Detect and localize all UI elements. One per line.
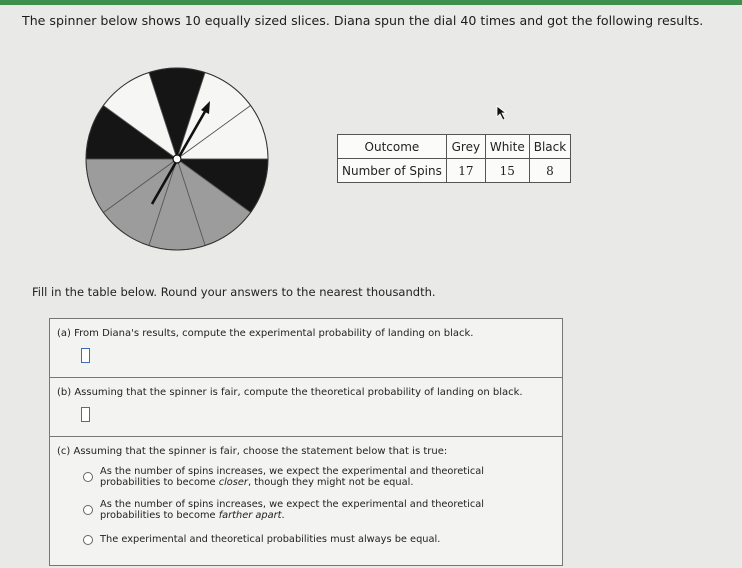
spinner-hub	[173, 155, 181, 163]
question-a-section	[50, 319, 562, 378]
option-farther-apart[interactable]	[83, 499, 484, 521]
white-count: 15	[485, 159, 529, 183]
black-count: 8	[529, 159, 570, 183]
question-c-text: (c) Assuming that the spinner is fair, choose the statement below that is true:	[57, 446, 448, 457]
option-farther-apart-label: As the number of spins increases, we expect the experimental and theoretical probabilities to become farther apart.	[100, 499, 484, 521]
question-c-section	[50, 437, 562, 565]
header-grey: Grey	[446, 135, 485, 159]
header-outcome: Outcome	[338, 135, 447, 159]
header-black: Black	[529, 135, 570, 159]
row-label: Number of Spins	[338, 159, 447, 183]
option-closer-label: As the number of spins increases, we expect the experimental and theoretical probabilities to become closer, though they might not be equal.	[100, 466, 484, 488]
grey-count: 17	[446, 159, 485, 183]
option-closer[interactable]	[83, 466, 484, 488]
header-white: White	[485, 135, 529, 159]
spin-results-table	[337, 134, 571, 183]
radio-button[interactable]	[83, 472, 93, 482]
question-a-text: (a) From Diana's results, compute the experimental probability of landing on black.	[57, 328, 474, 339]
top-accent-bar	[0, 0, 742, 5]
radio-button[interactable]	[83, 505, 93, 515]
option-always-equal[interactable]	[83, 534, 440, 545]
answer-a-input[interactable]	[81, 348, 90, 363]
question-b-section	[50, 378, 562, 437]
mouse-pointer-icon	[496, 105, 508, 121]
problem-statement: The spinner below shows 10 equally sized slices. Diana spun the dial 40 times and got the following results.	[22, 13, 704, 28]
radio-button[interactable]	[83, 535, 93, 545]
question-b-text: (b) Assuming that the spinner is fair, compute the theoretical probability of landing on black.	[57, 387, 523, 398]
answer-panel	[49, 318, 563, 566]
answer-b-input[interactable]	[81, 407, 90, 422]
instruction-text: Fill in the table below. Round your answers to the nearest thousandth.	[32, 285, 436, 299]
spinner-wheel	[80, 64, 274, 254]
table-row	[338, 159, 571, 183]
table-header-row	[338, 135, 571, 159]
option-always-equal-label: The experimental and theoretical probabilities must always be equal.	[100, 534, 441, 545]
